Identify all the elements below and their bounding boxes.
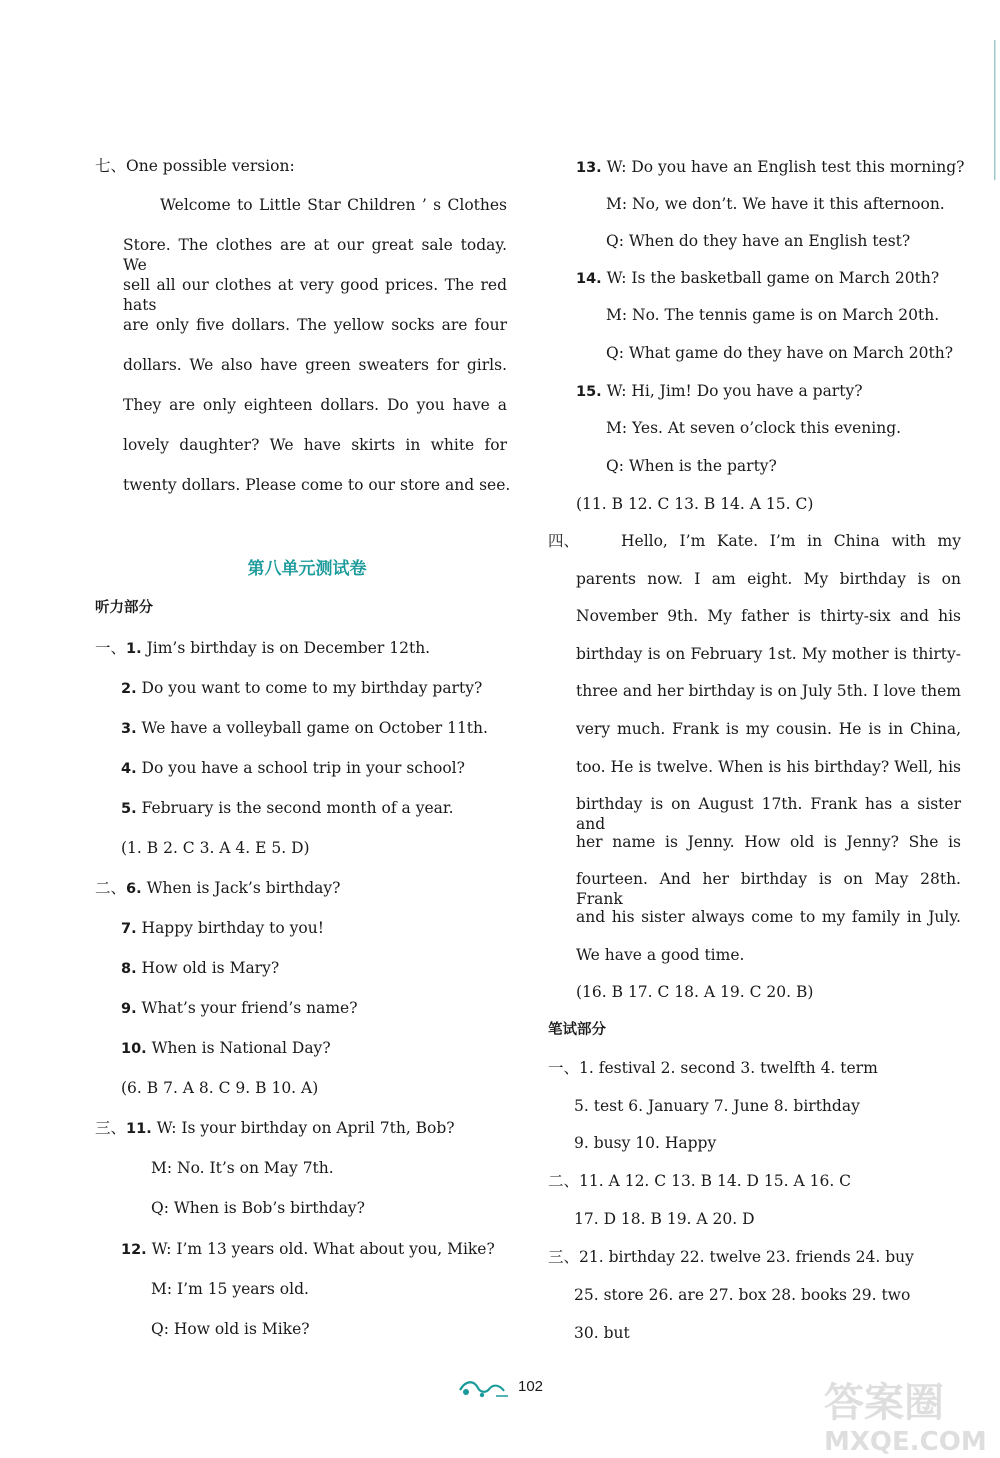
answer-text: 11. A 12. C 13. B 14. D 15. A 16. C [579, 1172, 852, 1190]
written-header: 笔试部分 [548, 1022, 606, 1038]
dialogue-line [576, 268, 939, 289]
unit-title: 第八单元测试卷 [247, 559, 367, 579]
item-number: 15. [576, 384, 602, 400]
item-number: 10. [121, 1041, 147, 1057]
part-label: 一、 [548, 1059, 580, 1077]
section-label: 七、 [95, 157, 127, 175]
part-label: 三、 [95, 1119, 127, 1137]
part2-item [121, 998, 358, 1019]
written-1-line: 5. test 6. January 7. June 8. birthday [574, 1097, 860, 1115]
passage-line: birthday is on February 1st. My mother is thirty- [576, 645, 961, 663]
dialogue-q: Q: When do they have an English test? [606, 232, 911, 250]
part2-item [95, 878, 340, 899]
dialogue-line [576, 157, 964, 178]
watermark-text-bottom: MXQE.COM [824, 1427, 987, 1457]
part1-item [121, 718, 488, 739]
item-text: Happy birthday to you! [141, 919, 324, 937]
passage-line: three and her birthday is on July 5th. I love them [576, 682, 961, 700]
part2-item [121, 918, 324, 939]
passage-line: too. He is twelve. When is his birthday? Well, his [576, 758, 961, 776]
listening-header: 听力部分 [95, 600, 153, 616]
passage-line: birthday is on August 17th. Frank has a sister and [576, 795, 961, 833]
dialogue-line [576, 381, 863, 402]
essay-line: are only five dollars. The yellow socks are four [123, 316, 507, 334]
answer-text: 21. birthday 22. twelve 23. friends 24. buy [579, 1248, 914, 1266]
dialogue-w: W: I’m 13 years old. What about you, Mike? [151, 1240, 495, 1258]
dialogue-w: W: Is the basketball game on March 20th? [606, 269, 940, 287]
written-2-line [548, 1171, 851, 1191]
item-text: We have a volleyball game on October 11th. [141, 719, 488, 737]
item-number: 4. [121, 761, 137, 777]
item-text: Do you have a school trip in your school? [141, 759, 465, 777]
passage-line: her name is Jenny. How old is Jenny? She is [576, 833, 961, 851]
written-2-line: 17. D 18. B 19. A 20. D [574, 1210, 755, 1228]
item-text: Do you want to come to my birthday party? [141, 679, 483, 697]
passage-line: parents now. I am eight. My birthday is on [576, 570, 961, 588]
item-number: 11. [126, 1121, 152, 1137]
dialogue-w: W: Is your birthday on April 7th, Bob? [156, 1119, 455, 1137]
dialogue-m: M: No, we don’t. We have it this afternoon. [606, 195, 945, 213]
part2-item [121, 1038, 331, 1059]
answer-text: 1. festival 2. second 3. twelfth 4. term [579, 1059, 878, 1077]
written-3-line: 25. store 26. are 27. box 28. books 29. two [574, 1286, 911, 1304]
dialogue-q: Q: What game do they have on March 20th? [606, 344, 954, 362]
essay-line: dollars. We also have green sweaters for girls. [123, 356, 507, 374]
dialogue-m: M: No. The tennis game is on March 20th. [606, 306, 940, 324]
item-text: What’s your friend’s name? [141, 999, 358, 1017]
item-text: When is Jack’s birthday? [146, 879, 341, 897]
dialogue-w: W: Do you have an English test this morning? [606, 158, 965, 176]
part4-answers: (16. B 17. C 18. A 19. C 20. B) [576, 983, 814, 1001]
written-1-line: 9. busy 10. Happy [574, 1134, 717, 1152]
part1-item [121, 758, 465, 779]
essay-line: sell all our clothes at very good prices. The red hats [123, 276, 507, 314]
written-1-line [548, 1058, 878, 1078]
part1-answers: (1. B 2. C 3. A 4. E 5. D) [121, 839, 310, 857]
item-text: February is the second month of a year. [141, 799, 454, 817]
dialogue-m: M: I’m 15 years old. [151, 1280, 309, 1298]
watermark-logo [810, 1372, 1000, 1458]
passage-line: very much. Frank is my cousin. He is in China, [576, 720, 961, 738]
dialogue-line [95, 1118, 455, 1139]
item-number: 5. [121, 801, 137, 817]
item-number: 6. [126, 881, 142, 897]
section-7-heading [95, 156, 295, 176]
part3-answers: (11. B 12. C 13. B 14. A 15. C) [576, 495, 814, 513]
passage-line: fourteen. And her birthday is on May 28th. Frank [576, 870, 961, 908]
item-number: 8. [121, 961, 137, 977]
passage-line: November 9th. My father is thirty-six and his [576, 607, 961, 625]
item-number: 12. [121, 1242, 147, 1258]
part-label: 一、 [95, 639, 127, 657]
part1-item [95, 638, 430, 659]
part-label: 三、 [548, 1248, 580, 1266]
part4-label: 四、 [548, 532, 580, 550]
dialogue-q: Q: When is the party? [606, 457, 777, 475]
passage-line: and his sister always come to my family in July. [576, 908, 961, 926]
dialogue-line [121, 1239, 495, 1260]
essay-line: Store. The clothes are at our great sale today. We [123, 236, 507, 274]
item-number: 2. [121, 681, 137, 697]
written-3-line [548, 1247, 914, 1267]
item-number: 1. [126, 641, 142, 657]
written-3-line: 30. but [574, 1324, 630, 1342]
section-title: One possible version: [126, 157, 295, 175]
item-text: When is National Day? [151, 1039, 331, 1057]
item-number: 9. [121, 1001, 137, 1017]
item-text: How old is Mary? [141, 959, 280, 977]
item-number: 13. [576, 160, 602, 176]
item-number: 14. [576, 271, 602, 287]
item-number: 7. [121, 921, 137, 937]
page-edge-mark [992, 40, 998, 180]
dialogue-m: M: Yes. At seven o’clock this evening. [606, 419, 902, 437]
passage-line: We have a good time. [576, 946, 745, 964]
page-ornament-icon [456, 1376, 512, 1400]
part-label: 二、 [548, 1172, 580, 1190]
essay-line: Welcome to Little Star Children ’ s Clothes [160, 196, 507, 214]
essay-line: They are only eighteen dollars. Do you have a [123, 396, 507, 414]
part1-item [121, 798, 454, 819]
passage-line: Hello, I’m Kate. I’m in China with my [621, 532, 961, 550]
dialogue-q: Q: How old is Mike? [151, 1320, 310, 1338]
part2-answers: (6. B 7. A 8. C 9. B 10. A) [121, 1079, 319, 1097]
watermark-text-top: 答案圈 [824, 1380, 944, 1426]
dialogue-w: W: Hi, Jim! Do you have a party? [606, 382, 863, 400]
part2-item [121, 958, 279, 979]
essay-line: lovely daughter? We have skirts in white for [123, 436, 507, 454]
dialogue-q: Q: When is Bob’s birthday? [151, 1199, 365, 1217]
item-number: 3. [121, 721, 137, 737]
page-number: 102 [518, 1378, 544, 1395]
part1-item [121, 678, 482, 699]
essay-line: twenty dollars. Please come to our store and see. [123, 476, 511, 494]
part-label: 二、 [95, 879, 127, 897]
item-text: Jim’s birthday is on December 12th. [146, 639, 431, 657]
dialogue-m: M: No. It’s on May 7th. [151, 1159, 334, 1177]
